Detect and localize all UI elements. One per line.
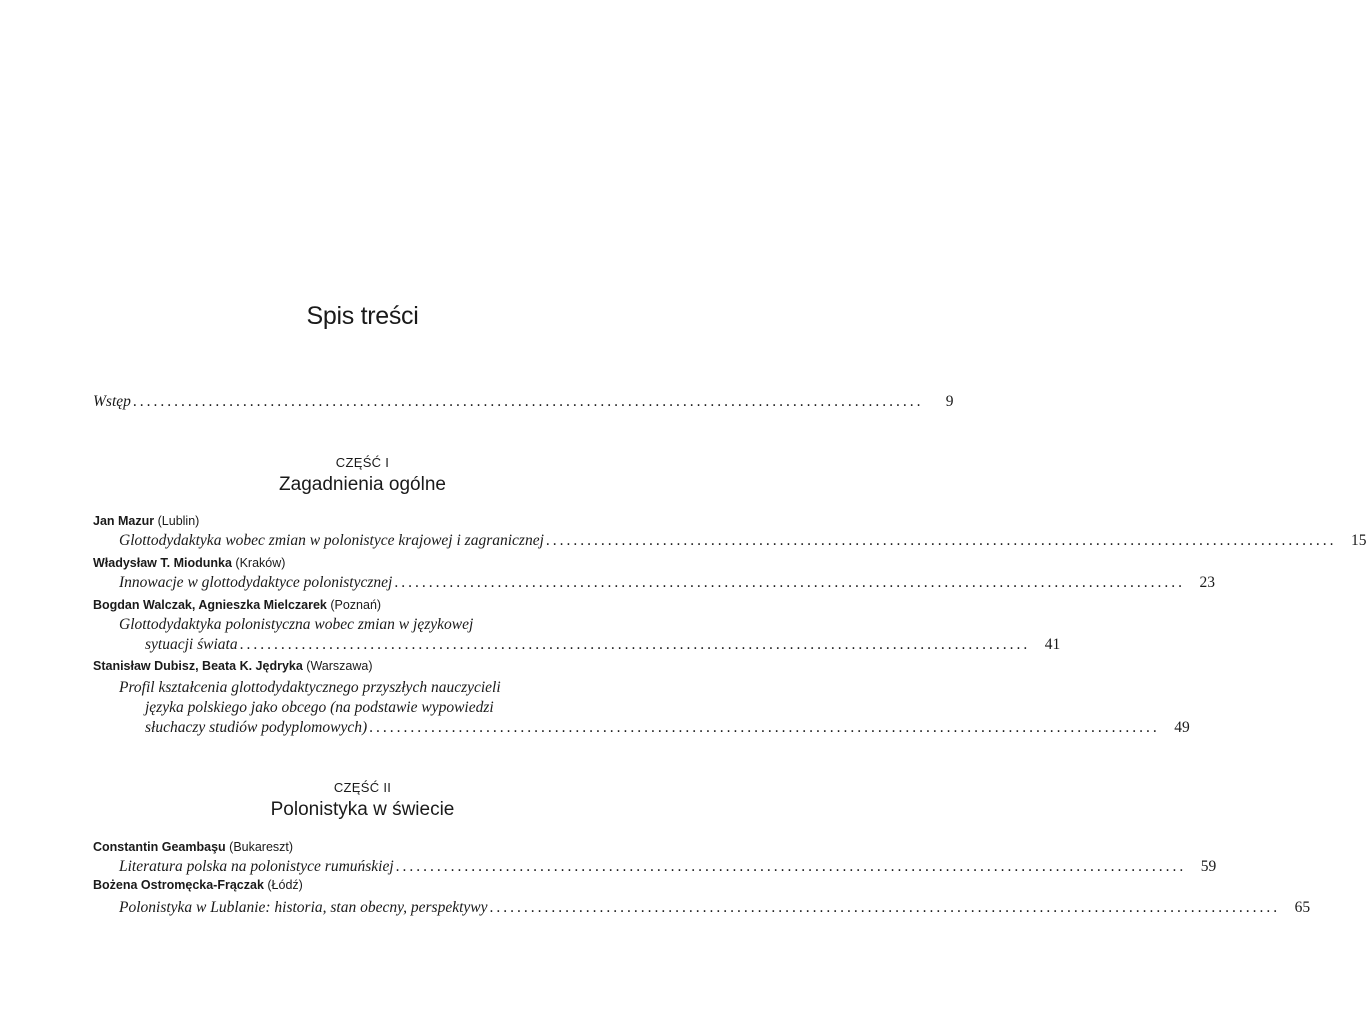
author-names: Władysław T. Miodunka [93,556,232,570]
leader-dots: ................................................................................................................... [369,719,1160,736]
page-number: 15 [1351,532,1367,549]
author-city: (Kraków) [235,556,286,570]
author-names: Stanisław Dubisz, Beata K. Jędryka [93,659,303,673]
author-names: Bożena Ostromęcka-Frączak [93,878,264,892]
author-line [93,658,373,674]
leader-dots: ................................................................................................................... [394,574,1185,591]
toc-entry-title-line[interactable]: języka polskiego jako obcego (na podstawie wypowiedzi [145,699,494,716]
author-city: (Łódź) [267,878,303,892]
page-number: 41 [1044,636,1061,653]
toc-entry-intro[interactable] [93,392,954,412]
toc-entry-title: Innowacje w glottodydaktyce polonistycznej [119,574,393,591]
page-number: 49 [1174,719,1190,736]
leader-dots: ................................................................................................................... [395,858,1187,875]
page-number: 59 [1200,858,1217,875]
toc-entry-title-line[interactable]: Profil kształcenia glottodydaktycznego przyszłych nauczycieli [119,679,501,696]
page-title: Spis treści [306,302,419,330]
part-title: Zagadnienia ogólne [279,474,446,495]
page-number: 9 [945,393,954,410]
author-names: Constantin Geambaşu [93,840,226,854]
part-label: CZĘŚĆ I [335,455,390,470]
toc-entry-title: Polonistyka w Lublanie: historia, stan obecny, perspektywy [119,899,488,916]
toc-entry[interactable] [145,635,1061,655]
author-city: (Bukareszt) [229,840,294,854]
toc-entry-title: Wstęp [93,393,131,410]
author-line [93,839,293,855]
toc-entry[interactable] [119,531,1367,551]
author-city: (Warszawa) [306,659,373,673]
toc-entry-title: słuchaczy studiów podyplomowych) [145,719,368,736]
toc-entry[interactable] [119,857,1217,877]
toc-entry-title: Glottodydaktyka wobec zmian w polonistyce krajowej i zagranicznej [119,532,544,549]
toc-entry[interactable] [119,898,1311,918]
author-line [93,877,303,893]
toc-entry[interactable] [145,718,1190,738]
leader-dots: ................................................................................................................... [545,532,1337,549]
author-city: (Lublin) [157,514,200,528]
author-line [93,555,285,571]
author-line [93,513,199,529]
page-number: 65 [1294,899,1311,916]
toc-entry-title-line[interactable]: Glottodydaktyka polonistyczna wobec zmian w językowej [119,616,474,633]
toc-entry[interactable] [119,573,1215,593]
page-number: 23 [1199,574,1215,591]
author-names: Bogdan Walczak, Agnieszka Mielczarek [93,598,327,612]
toc-entry-title: Literatura polska na polonistyce rumuńskiej [119,858,394,875]
author-city: (Poznań) [330,598,382,612]
leader-dots: ................................................................................................................... [239,636,1031,653]
part-title: Polonistyka w świecie [270,799,455,820]
part-label: CZĘŚĆ II [333,780,392,795]
author-names: Jan Mazur [93,514,155,528]
leader-dots: ................................................................................................................... [132,393,924,410]
toc-entry-title: sytuacji świata [145,636,238,653]
author-line [93,597,381,613]
leader-dots: ................................................................................................................... [489,899,1281,916]
